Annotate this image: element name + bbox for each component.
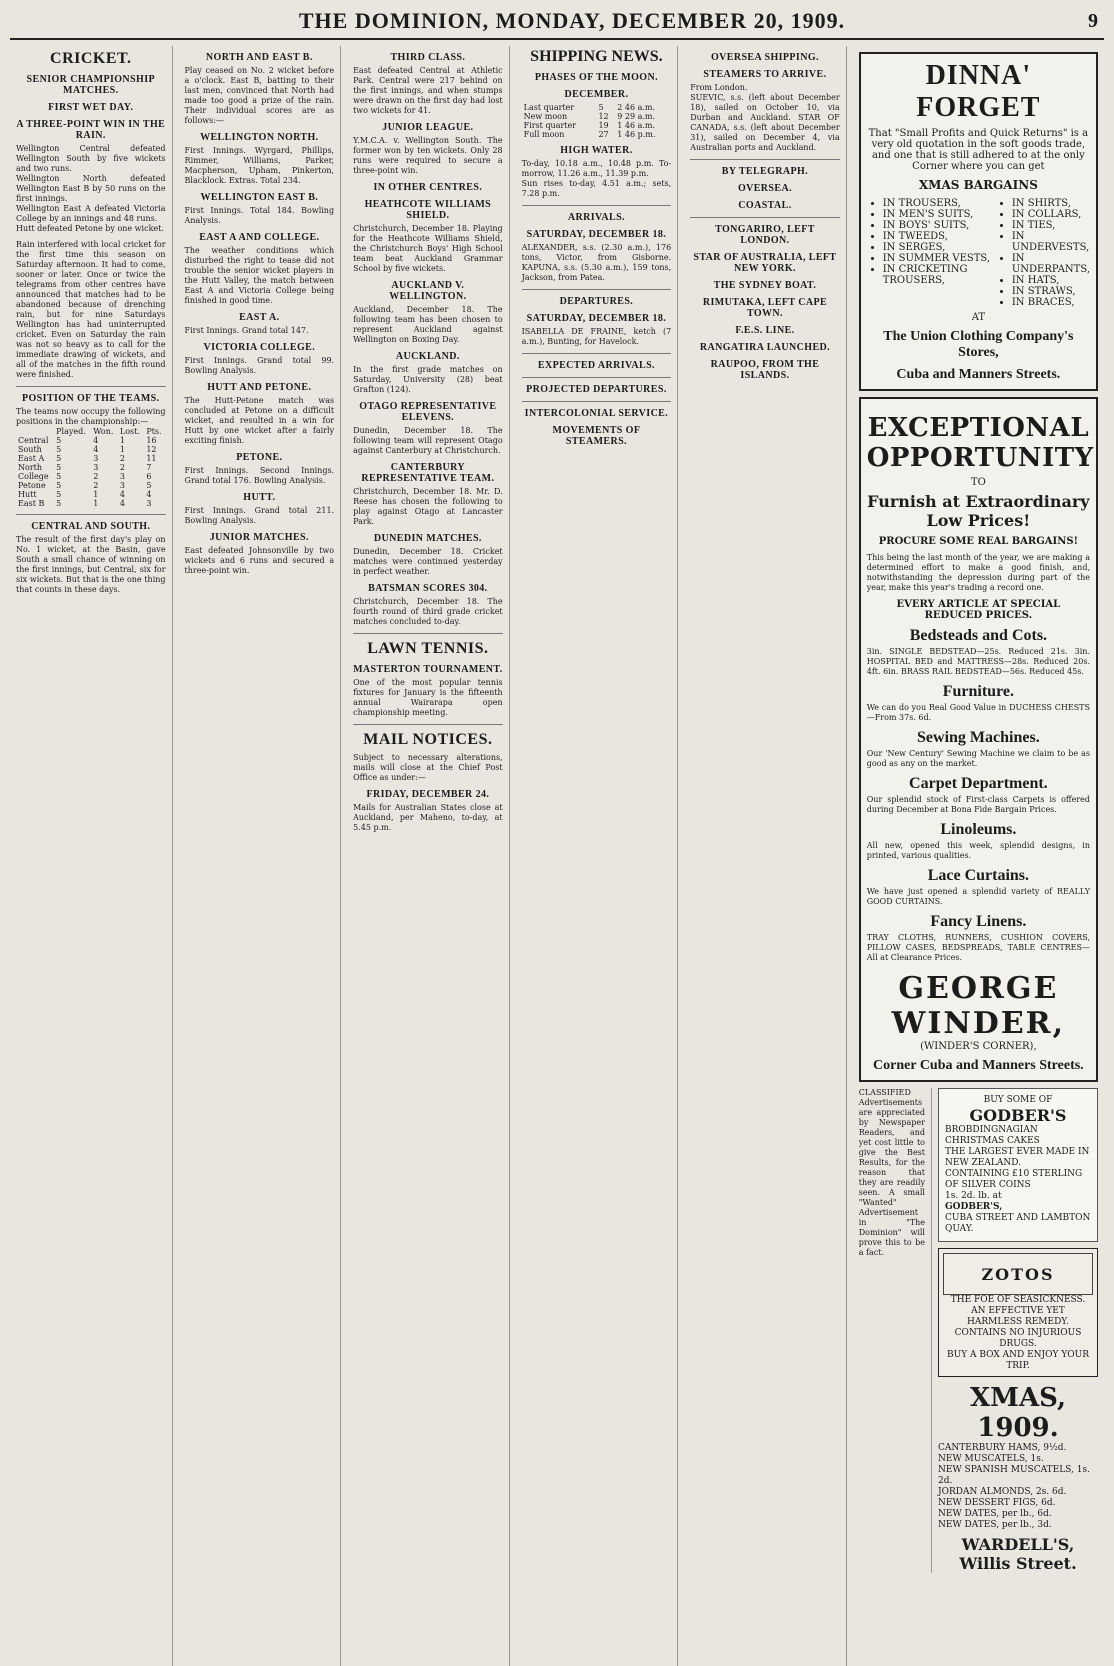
ad-subtitle: Furnish at Extraordinary Low Prices!: [867, 492, 1090, 530]
fancy-title: Fancy Linens.: [930, 913, 1027, 930]
table-cell: Hutt: [18, 490, 37, 499]
arrivals-title: ARRIVALS.: [567, 212, 625, 223]
subhead: A THREE-POINT WIN IN THE RAIN.: [16, 119, 166, 141]
arrivals-text: ALEXANDER, s.s. (2.30 a.m.), 176 tons, Victor, from Gisborne. KAPUNA, s.s. (5.30 a.m.), 159 tons, Jackson, from Patea.: [521, 243, 672, 282]
table-cell: 16: [146, 436, 157, 445]
column-oversea-shipping: [684, 46, 847, 1666]
position-intro: The teams now occupy the following positions in the championship:—: [16, 407, 166, 426]
section-title: CRICKET.: [50, 50, 132, 67]
divider: [522, 401, 672, 402]
intercolonial-title: INTERCOLONIAL SERVICE.: [524, 408, 669, 419]
projected-title: PROJECTED DEPARTURES.: [526, 384, 667, 395]
ad-title: EXCEPTIONAL OPPORTUNITY: [866, 413, 1094, 473]
section-text: First Innings. Grand total 147.: [184, 326, 309, 335]
table-row: [522, 121, 672, 130]
table-cell: 5: [56, 463, 62, 472]
zotos-line: CONTAINS NO INJURIOUS DRUGS.: [954, 1328, 1082, 1349]
section-text: In the first grade matches on Saturday, University (28) beat Grafton (124).: [353, 365, 503, 394]
section-title: IN OTHER CENTRES.: [373, 182, 483, 193]
section-text: Dunedin, December 18. The following team will represent Otago against Canterbury at Christchurch.: [353, 426, 503, 455]
table-cell: 9 29 a.m.: [617, 112, 656, 121]
central-text: The result of the first day's play on No. 1 wicket, at the Basin, gave South a small chance of winning on the first innings, but Central, six for six wickets. But that is the one thing that counts in these days.: [16, 535, 166, 594]
carpet-title: Carpet Department.: [909, 775, 1048, 792]
right-list: [996, 198, 1090, 308]
table-header: [16, 427, 54, 436]
winder-name: GEORGE WINDER,: [891, 971, 1066, 1041]
xmas-ad: [938, 1383, 1098, 1573]
table-cell: 1: [119, 436, 125, 445]
column-shipping: [516, 46, 679, 1666]
xmas-line: JORDAN ALMONDS, 2s. 6d.: [938, 1487, 1067, 1497]
table-cell: 2: [93, 472, 99, 481]
table-row: [16, 472, 166, 481]
list-item: • IN HATS,: [1012, 275, 1090, 286]
table-cell: Petone: [18, 481, 46, 490]
section-title: NORTH AND EAST B.: [205, 52, 313, 63]
ad-to: TO: [970, 477, 986, 488]
divider: [522, 289, 672, 290]
table-cell: East B: [18, 499, 45, 508]
section-title: JUNIOR LEAGUE.: [382, 122, 474, 133]
list-item: • IN TWEEDS,: [883, 231, 996, 242]
table-cell: 5: [56, 499, 62, 508]
exceptional-opportunity-ad: [859, 397, 1098, 1082]
ad-lead: That "Small Profits and Quick Returns" is a very old quotation in the soft goods trade, and one that is still adhered to at the only Corner where you can get: [868, 128, 1089, 172]
section-title: OTAGO REPRESENTATIVE ELEVENS.: [359, 401, 497, 423]
tongariro-title: TONGARIRO, LEFT LONDON.: [715, 224, 815, 246]
table-row: [16, 445, 166, 454]
table-row: [16, 436, 166, 445]
list-item: • IN COLLARS,: [1012, 209, 1090, 220]
star-title: STAR OF AUSTRALIA, LEFT NEW YORK.: [693, 252, 837, 274]
godbers-line: CONTAINING £10 STERLING OF SILVER COINS: [945, 1169, 1083, 1190]
godbers-ad: [938, 1088, 1098, 1242]
table-cell: 3: [93, 463, 99, 472]
wardell: WARDELL'S, Willis Street.: [959, 1535, 1077, 1573]
table-cell: 4: [93, 436, 99, 445]
left-list: [867, 198, 996, 308]
table-cell: 3: [119, 481, 125, 490]
table-cell: 27: [598, 130, 609, 139]
high-water-title: HIGH WATER.: [560, 145, 633, 156]
list-item: • IN MEN'S SUITS,: [883, 209, 996, 220]
from-london: From London.: [690, 83, 748, 92]
table-cell: South: [18, 445, 42, 454]
xmas-line: NEW DATES, per lb., 6d.: [938, 1509, 1052, 1519]
list-item: • IN STRAWS,: [1012, 286, 1090, 297]
divider: [690, 159, 840, 160]
list-item: • IN TIES,: [1012, 220, 1090, 231]
intercolonial-sub: MOVEMENTS OF STEAMERS.: [552, 425, 641, 447]
article-body: Rain interfered with local cricket for the first time this season on Saturday afternoon. It had to come, sooner or later. Once or twice the telegrams from other centres have announced that matches had to be abandoned because of drenching rain, but for nine Saturdays Wellington has had uninterrupted cricket. Even on Saturday the rain was not so heavy as to call for the immediate drawing of wickets, and all of the matches in the fifth round were finished.: [16, 240, 166, 379]
xmas-line: NEW DESSERT FIGS, 6d.: [938, 1498, 1056, 1508]
table-cell: 2 46 a.m.: [617, 103, 656, 112]
column-cricket: [10, 46, 173, 1666]
list-item: • IN SHIRTS,: [1012, 198, 1090, 209]
bottom-right: [931, 1088, 1098, 1573]
table-row: [522, 103, 672, 112]
section-title: PETONE.: [236, 452, 283, 463]
divider: [522, 205, 672, 206]
ad-subtitle: XMAS BARGAINS: [918, 178, 1038, 192]
furniture-text: We can do you Real Good Value in DUCHESS CHESTS—From 37s. 6d.: [866, 703, 1090, 722]
table-cell: 5: [56, 481, 62, 490]
table-row: [522, 130, 672, 139]
list-item: • IN BRACES,: [1012, 297, 1090, 308]
list-item: • IN BOYS' SUITS,: [883, 220, 996, 231]
table-cell: 4: [119, 490, 125, 499]
table-cell: 11: [146, 454, 157, 463]
table-row: [16, 454, 166, 463]
xmas-line: NEW MUSCATELS, 1s.: [938, 1454, 1044, 1464]
godbers-line: THE LARGEST EVER MADE IN NEW ZEALAND.: [945, 1147, 1090, 1168]
page-number: 9: [1088, 9, 1098, 32]
section-title: THIRD CLASS.: [390, 52, 466, 63]
table-header: Pts.: [146, 427, 162, 436]
linoleums-text: All new, opened this week, splendid designs, in printed, various qualities.: [866, 841, 1090, 860]
section-title: BATSMAN SCORES 304.: [368, 583, 488, 594]
phases-month: DECEMBER.: [564, 89, 629, 100]
section-text: Play ceased on No. 2 wicket before a o'clock. East B, batting to their last men, convinced that North had made too good a prize of the rain. Their individual scores are as follows:—: [184, 66, 335, 125]
central-title: CENTRAL AND SOUTH.: [31, 521, 151, 532]
bottom-left: [859, 1088, 925, 1573]
departures-text: ISABELLA DE FRAINE, ketch (7 a.m.), Bunting, for Havelock.: [521, 327, 672, 346]
section-text: First Innings. Wyrgard, Phillips, Rimmer, Williams, Parker, Macpherson, Upham, Pinkerton, Blacklock. Extras. Total 234.: [184, 146, 335, 185]
rimutaka-title: RIMUTAKA, LEFT CAPE TOWN.: [702, 297, 828, 319]
table-cell: 1: [119, 445, 125, 454]
sewing-title: Sewing Machines.: [917, 729, 1040, 746]
section-text: SUEVIC, s.s. (left about December 18), sailed on October 10, via Durban and Auckland. STAR OF CANADA, s.s. (left about December 31), sailed on December 4, via Australian ports and Auckland.: [690, 93, 840, 152]
table-row: [16, 463, 166, 472]
ad-procure: PROCURE SOME REAL BARGAINS!: [878, 536, 1078, 547]
table-cell: 5: [56, 436, 62, 445]
lace-title: Lace Curtains.: [927, 867, 1030, 884]
divider: [690, 217, 840, 218]
ad-title: DINNA' FORGET: [916, 60, 1041, 123]
xmas-line: CANTERBURY HAMS, 9½d.: [938, 1443, 1067, 1453]
section-title: AUCKLAND V. WELLINGTON.: [389, 280, 467, 302]
list-item: • IN UNDERVESTS,: [1012, 231, 1090, 253]
zotos-logo: ZOTOS: [943, 1253, 1093, 1295]
coastal-title: COASTAL.: [738, 200, 792, 211]
section-text: Christchurch, December 18. The fourth round of third grade cricket matches concluded to-day.: [353, 597, 503, 626]
rangatira-title: RANGATIRA LAUNCHED.: [699, 342, 831, 353]
table-cell: 5: [56, 490, 62, 499]
linoleums-title: Linoleums.: [940, 821, 1017, 838]
position-table: [16, 427, 166, 508]
oversea-title: OVERSEA.: [737, 183, 792, 194]
table-cell: 3: [119, 472, 125, 481]
table-cell: First quarter: [523, 121, 577, 130]
section-text: First Innings. Grand total 211. Bowling Analysis.: [184, 506, 335, 525]
column-advertisements: [853, 46, 1104, 1666]
section-title: EAST A AND COLLEGE.: [199, 232, 320, 243]
xmas-line: NEW DATES, per lb., 3d.: [938, 1520, 1052, 1530]
bottom-ads: [859, 1088, 1098, 1573]
ad-lead: This being the last month of the year, we are making a determined effort to make a good finish, and, notwithstanding the depression during part of the year, make this year's trading a record one.: [866, 553, 1090, 592]
dinna-forget-ad: [859, 52, 1098, 391]
result-line: Hutt defeated Petone by one wicket.: [16, 224, 164, 233]
godbers-line: BROBDINGNAGIAN: [945, 1125, 1038, 1135]
table-cell: Last quarter: [523, 103, 575, 112]
table-cell: 12: [146, 445, 157, 454]
table-header: Won.: [93, 427, 114, 436]
godbers-line: 1s. 2d. lb. at: [945, 1191, 1002, 1201]
table-cell: 4: [146, 490, 152, 499]
phases-title: PHASES OF THE MOON.: [534, 72, 658, 83]
table-cell: 5: [56, 472, 62, 481]
furniture-title: Furniture.: [942, 683, 1014, 700]
fes-line-title: F.E.S. LINE.: [735, 325, 795, 336]
raupoo-title: RAUPOO, FROM THE ISLANDS.: [710, 359, 820, 381]
table-row: [16, 490, 166, 499]
table-cell: 19: [598, 121, 609, 130]
section-text: Mails for Australian States close at Auckland, per Maheno, to-day, at 5.45 p.m.: [353, 803, 503, 832]
section-text: Christchurch, December 18. Playing for the Heathcote Williams Shield, the Christchurch Boys' High School team beat Auckland Grammar School by five wickets.: [353, 224, 503, 273]
table-header: Played.: [56, 427, 86, 436]
section-title: AUCKLAND.: [395, 351, 460, 362]
column-cricket-2: [179, 46, 342, 1666]
divider: [353, 724, 503, 725]
section-title: OVERSEA SHIPPING.: [710, 52, 819, 63]
section-title: HUTT.: [243, 492, 276, 503]
section-text: The weather conditions which disturbed the right to tease did not trouble the senior wicket players in the Hutt Valley, the match between East A and Victoria College being finished in good time.: [184, 246, 335, 305]
table-cell: New moon: [523, 112, 568, 121]
columns: [10, 46, 1104, 1666]
divider: [16, 514, 166, 515]
section-title: SHIPPING NEWS.: [530, 48, 663, 65]
table-cell: 7: [146, 463, 152, 472]
section-title: DUNEDIN MATCHES.: [373, 533, 482, 544]
divider: [353, 633, 503, 634]
table-cell: 1: [93, 490, 99, 499]
masthead-title: THE DOMINION, MONDAY, DECEMBER 20, 1909.: [298, 8, 846, 33]
godbers-line: GODBER'S,: [945, 1202, 1003, 1212]
table-row: [16, 499, 166, 508]
section-text: Christchurch, December 18. Mr. D. Reese has chosen the following to play against Otago at Lancaster Park.: [353, 487, 503, 526]
bedsteads-text: 3in. SINGLE BEDSTEAD—25s. Reduced 21s. 3in. HOSPITAL BED and MATTRESS—28s. Reduced 20s. 4ft. 6in. BRASS RAIL BEDSTEAD—56s. Reduced 45s.: [866, 647, 1090, 676]
zotos-line: BUY A BOX AND ENJOY YOUR TRIP.: [947, 1350, 1089, 1371]
position-title: POSITION OF THE TEAMS.: [22, 393, 160, 404]
section-text: Auckland, December 18. The following team has been chosen to represent Auckland against Wellington on Boxing Day.: [353, 305, 503, 344]
section-title: MASTERTON TOURNAMENT.: [353, 664, 503, 675]
section-text: The Hutt-Petone match was concluded at Petone on a difficult wicket, and resulted in a win for Hutt by one wicket after a fairly exciting finish.: [184, 396, 335, 445]
godbers-line: CHRISTMAS CAKES: [945, 1136, 1040, 1146]
subhead: SENIOR CHAMPIONSHIP MATCHES.: [26, 74, 155, 96]
section-text: East defeated Johnsonville by two wickets and 6 runs and secured a three-point win.: [184, 546, 335, 575]
table-cell: 2: [119, 454, 125, 463]
result-line: Wellington North defeated Wellington East B by 50 runs on the first innings.: [16, 174, 166, 203]
ad-every: EVERY ARTICLE AT SPECIAL REDUCED PRICES.: [896, 599, 1061, 621]
table-cell: 1 46 p.m.: [617, 130, 656, 139]
zotos-ad: [938, 1248, 1098, 1377]
departures-date: SATURDAY, DECEMBER 18.: [526, 313, 667, 324]
subhead: FIRST WET DAY.: [48, 102, 134, 113]
section-text: First Innings. Second Innings. Grand total 176. Bowling Analysis.: [184, 466, 335, 485]
lace-text: We have just opened a splendid variety of REALLY GOOD CURTAINS.: [866, 887, 1090, 906]
sydney-title: THE SYDNEY BOAT.: [713, 280, 817, 291]
godbers-top: BUY SOME OF: [983, 1095, 1053, 1105]
high-water-text: To-day, 10.18 a.m., 10.48 p.m. To-morrow, 11.26 a.m., 11.39 p.m.: [521, 159, 672, 178]
table-header: Lost.: [119, 427, 140, 436]
section-title: HUTT AND PETONE.: [207, 382, 312, 393]
table-cell: 2: [119, 463, 125, 472]
result-line: Wellington East A defeated Victoria College by an innings and 48 runs.: [16, 204, 166, 223]
fancy-text: TRAY CLOTHS, RUNNERS, CUSHION COVERS, PILLOW CASES, BEDSPREADS, TABLE CENTRES—All at Clearance Prices.: [866, 933, 1090, 962]
phases-table: [522, 103, 672, 139]
list-item: • IN UNDERPANTS,: [1012, 253, 1090, 275]
table-cell: East A: [18, 454, 45, 463]
column-other-centres: [347, 46, 510, 1666]
section-title: VICTORIA COLLEGE.: [203, 342, 316, 353]
expected-title: EXPECTED ARRIVALS.: [537, 360, 655, 371]
xmas-title: XMAS, 1909.: [969, 1383, 1067, 1443]
arrivals-date: SATURDAY, DECEMBER 18.: [526, 229, 667, 240]
table-cell: 3: [146, 499, 152, 508]
winder-corner: Corner Cuba and Manners Streets.: [873, 1058, 1084, 1073]
section-title: HEATHCOTE WILLIAMS SHIELD.: [364, 199, 492, 221]
mail-notices-title: MAIL NOTICES.: [363, 731, 493, 748]
section-title: CANTERBURY REPRESENTATIVE TEAM.: [361, 462, 495, 484]
list-item: • IN TROUSERS,: [883, 198, 996, 209]
table-cell: College: [18, 472, 49, 481]
xmas-line: NEW SPANISH MUSCATELS, 1s. 2d.: [938, 1465, 1090, 1486]
list-item: • IN CRICKETING TROUSERS,: [883, 264, 996, 286]
section-title: JUNIOR MATCHES.: [209, 532, 309, 543]
table-cell: 3: [93, 454, 99, 463]
masthead: [10, 6, 1104, 40]
ad-list: [867, 198, 1090, 308]
list-item: • IN SERGES,: [883, 242, 996, 253]
divider: [522, 353, 672, 354]
result-line: Wellington Central defeated Wellington South by five wickets and two runs.: [16, 144, 166, 173]
zotos-line: AN EFFECTIVE YET HARMLESS REMEDY.: [967, 1306, 1069, 1327]
divider: [522, 377, 672, 378]
table-cell: 5: [56, 454, 62, 463]
godbers-line: CUBA STREET AND LAMBTON QUAY.: [945, 1213, 1091, 1234]
table-cell: Central: [18, 436, 49, 445]
telegraph-title: BY TELEGRAPH.: [721, 166, 809, 177]
sewing-text: Our 'New Century' Sewing Machine we claim to be as good as any on the market.: [866, 749, 1090, 768]
ad-at: AT: [971, 312, 986, 323]
table-cell: 1 46 a.m.: [617, 121, 656, 130]
lawn-tennis-title: LAWN TENNIS.: [367, 640, 489, 657]
departures-title: DEPARTURES.: [559, 296, 634, 307]
section-text: First Innings. Grand total 99. Bowling Analysis.: [184, 356, 335, 375]
table-cell: 2: [93, 481, 99, 490]
ad-stores: The Union Clothing Company's Stores,: [883, 329, 1074, 360]
table-row: [16, 427, 166, 436]
divider: [16, 386, 166, 387]
sunrise-text: Sun rises to-day, 4.51 a.m.; sets, 7.28 p.m.: [521, 179, 672, 198]
table-row: [16, 481, 166, 490]
section-text: Y.M.C.A. v. Wellington South. The former won by ten wickets. Only 28 runs were required to secure a three-point win.: [353, 136, 503, 175]
section-text: Subject to necessary alterations, mails will close at the Chief Post Office as under:—: [353, 753, 503, 782]
section-text: Dunedin, December 18. Cricket matches were continued yesterday in perfect weather.: [353, 547, 503, 576]
section-title: EAST A.: [239, 312, 280, 323]
table-cell: 5: [146, 481, 152, 490]
table-cell: 6: [146, 472, 152, 481]
subtitle: STEAMERS TO ARRIVE.: [703, 69, 827, 80]
table-cell: Full moon: [523, 130, 565, 139]
section-title: FRIDAY, DECEMBER 24.: [366, 789, 490, 800]
table-cell: 12: [598, 112, 609, 121]
bedsteads-title: Bedsteads and Cots.: [909, 627, 1048, 644]
filler-text: CLASSIFIED Advertisements are appreciated by Newspaper Readers, and yet cost little to give the Best Results, for the reason that they are readily seen. A small "Wanted" Advertisement in "The Dominion" will prove this to be a fact.: [858, 1088, 925, 1257]
section-text: First Innings. Total 184. Bowling Analysis.: [184, 206, 335, 225]
winder-sub: (WINDER'S CORNER),: [920, 1041, 1037, 1052]
carpet-text: Our splendid stock of First-class Carpets is offered during December at Bona Fide Bargain Prices.: [866, 795, 1090, 814]
table-row: [522, 112, 672, 121]
table-cell: 5: [56, 445, 62, 454]
zotos-line: THE FOE OF SEASICKNESS.: [950, 1295, 1086, 1305]
section-text: East defeated Central at Athletic Park. Central were 217 behind on the first innings, and when stumps were drawn on the first day had lost two wickets for 41.: [353, 66, 503, 115]
section-title: WELLINGTON EAST B.: [200, 192, 319, 203]
ad-corner: Cuba and Manners Streets.: [896, 367, 1061, 382]
table-cell: 4: [119, 499, 125, 508]
table-cell: 5: [598, 103, 604, 112]
section-text: One of the most popular tennis fixtures for January is the fifteenth annual Wairarapa open championship meeting.: [353, 678, 503, 717]
godbers-title: GODBER'S: [969, 1106, 1067, 1125]
table-cell: 1: [93, 499, 99, 508]
section-title: WELLINGTON NORTH.: [200, 132, 319, 143]
table-cell: 4: [93, 445, 99, 454]
list-item: • IN SUMMER VESTS,: [883, 253, 996, 264]
table-cell: North: [18, 463, 43, 472]
